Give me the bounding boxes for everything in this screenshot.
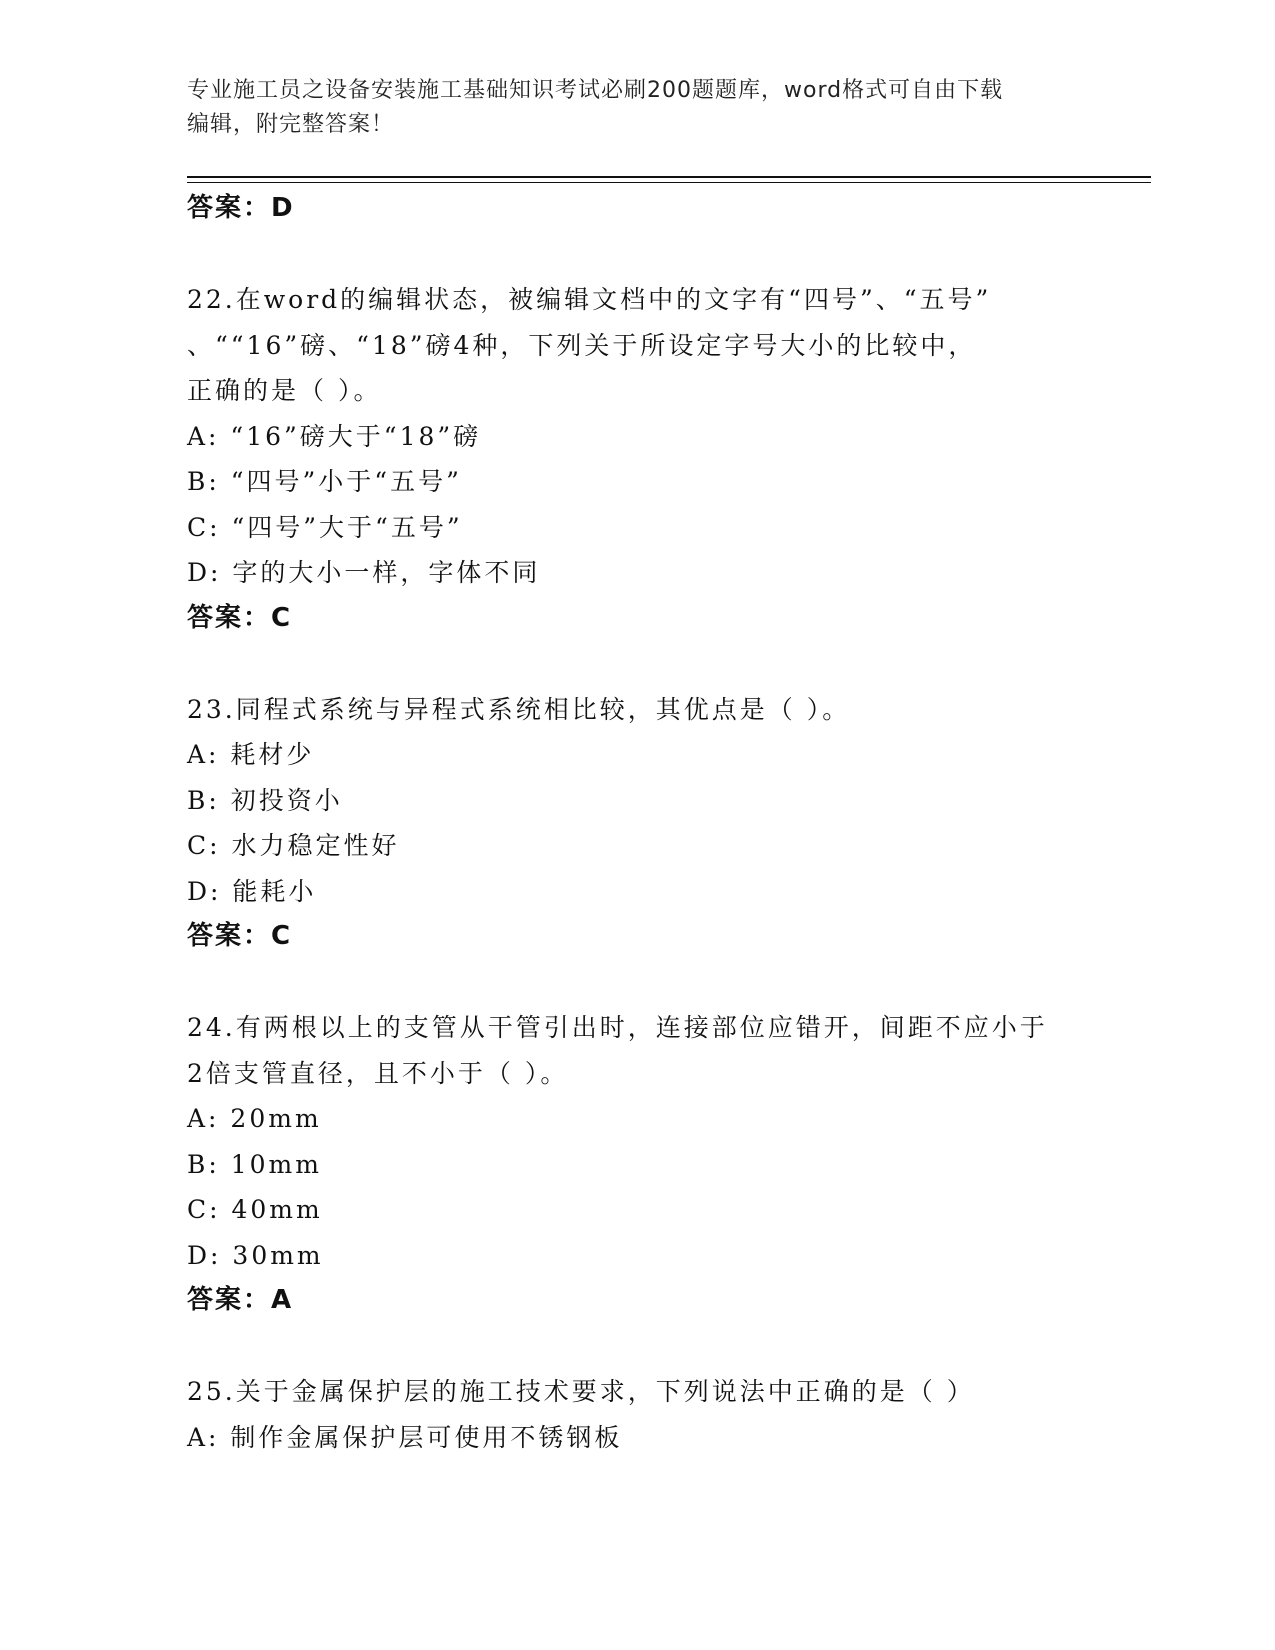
option-a: A: “16”磅大于“18”磅	[187, 421, 482, 451]
answer-line: 答案：A	[187, 1285, 294, 1315]
question-text: 22.在word的编辑状态，被编辑文档中的文字有“四号”、“五号”	[187, 285, 992, 314]
answer-line: 答案：C	[187, 602, 293, 633]
option-c: C: 40mm	[187, 1195, 323, 1224]
header-divider-thin	[187, 182, 1151, 183]
question-25	[187, 1369, 1087, 1460]
question-text: 23.同程式系统与异程式系统相比较，其优点是（ ）。	[187, 694, 851, 724]
header-divider	[187, 176, 1151, 178]
question-24	[187, 1005, 1087, 1324]
document-header	[187, 74, 1087, 142]
question-text: 正确的是（ ）。	[187, 376, 382, 405]
question-text: 24.有两根以上的支管从干管引出时，连接部位应错开，间距不应小于	[187, 1013, 1048, 1042]
option-b: B: “四号”小于“五号”	[187, 467, 462, 496]
document-body	[187, 186, 1087, 1460]
option-a: A: 20mm	[187, 1104, 322, 1133]
option-a: A: 制作金属保护层可使用不锈钢板	[187, 1422, 623, 1452]
answer-line: 答案：C	[187, 921, 293, 951]
option-d: D: 能耗小	[187, 876, 317, 906]
question-text: 2倍支管直径，且不小于（ ）。	[187, 1058, 569, 1088]
option-d: D: 30mm	[187, 1240, 324, 1270]
option-d: D: 字的大小一样，字体不同	[187, 558, 541, 587]
option-c: C: 水力稳定性好	[187, 831, 400, 860]
question-text: 、““16”磅、“18”磅4种，下列关于所设定字号大小的比较中，	[187, 330, 977, 360]
answer-line: 答案：D	[187, 193, 295, 223]
question-23	[187, 687, 1087, 960]
option-b: B: 10mm	[187, 1149, 322, 1179]
question-text: 25.关于金属保护层的施工技术要求，下列说法中正确的是（ ）	[187, 1377, 975, 1406]
option-b: B: 初投资小	[187, 785, 343, 815]
header-line: 专业施工员之设备安装施工基础知识考试必刷200题题库，word格式可自由下载	[187, 78, 1004, 103]
option-a: A: 耗材少	[187, 740, 315, 769]
option-c: C: “四号”大于“五号”	[187, 512, 463, 542]
header-line: 编辑，附完整答案！	[187, 112, 395, 137]
question-22	[187, 277, 1087, 641]
